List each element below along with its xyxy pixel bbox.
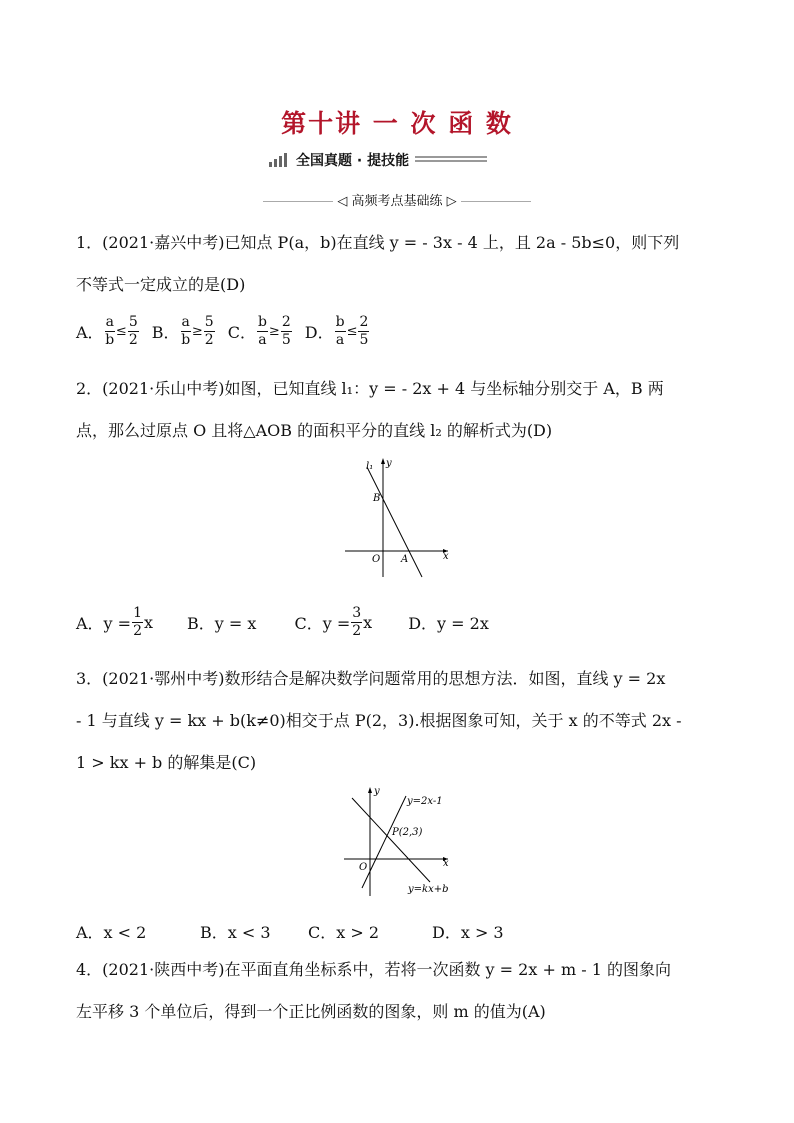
divider xyxy=(263,201,333,202)
question-2-options xyxy=(76,605,489,640)
label-y: y xyxy=(374,786,380,797)
y-arrow-icon xyxy=(381,458,385,464)
option-c: C．x > 2 xyxy=(308,923,380,942)
label-P: P(2,3) xyxy=(392,827,423,838)
question-2-line2: 点，那么过原点 O 且将△AOB 的面积平分的直线 l₂ 的解析式为(D) xyxy=(76,421,553,440)
subtitle-banner xyxy=(268,150,487,170)
label-line2: y=kx+b xyxy=(408,884,449,895)
question-2-figure xyxy=(340,455,460,580)
question-3 xyxy=(76,658,721,784)
question-1 xyxy=(76,222,721,306)
label-l1: l₁ xyxy=(366,461,374,472)
line-2x-1 xyxy=(362,796,406,888)
option-b: B．y = x xyxy=(187,614,257,633)
question-2-line1: 2．(2021·乐山中考)如图，已知直线 l₁：y = - 2x + 4 与坐标轴分别交于 A，B 两 xyxy=(76,379,664,398)
fraction: $\frac{2}{5}$ xyxy=(281,314,291,348)
label-O: O xyxy=(359,862,368,873)
fraction: $\frac{3}{2}$ xyxy=(352,605,362,639)
label-x: x xyxy=(443,858,449,869)
left-arrow-icon: ◁ xyxy=(337,194,348,209)
option-a: A． $\frac{a}{b}$ ≤ $\frac{5}{2}$ xyxy=(76,314,138,348)
label-B: B xyxy=(373,493,381,504)
fraction: $\frac{5}{2}$ xyxy=(128,314,138,348)
label-x: x xyxy=(443,551,449,562)
bar-chart-icon xyxy=(268,153,290,167)
section-header xyxy=(0,190,794,209)
fraction: $\frac{5}{2}$ xyxy=(204,314,214,348)
question-3-line2: - 1 与直线 y = kx + b(k≠0)相交于点 P(2，3).根据图象可知，关于 x 的不等式 2x - xyxy=(76,711,682,730)
fraction: $\frac{2}{5}$ xyxy=(359,314,369,348)
question-3-options xyxy=(76,920,504,943)
subtitle: 全国真题 · 提技能 xyxy=(296,153,410,169)
divider xyxy=(461,201,531,202)
section-title: 高频考点基础练 xyxy=(351,194,443,209)
question-1-options xyxy=(76,314,370,349)
label-y: y xyxy=(386,458,392,469)
fraction: $\frac{a}{b}$ xyxy=(181,314,191,348)
question-3-line3: 1 > kx + b 的解集是(C) xyxy=(76,753,257,772)
option-b: B． $\frac{a}{b}$ ≥ $\frac{5}{2}$ xyxy=(151,314,214,348)
y-arrow-icon xyxy=(368,787,372,793)
option-c: C．y = $\frac{3}{2}$ x xyxy=(294,605,373,639)
label-O: O xyxy=(372,554,381,565)
question-3-figure xyxy=(340,784,460,900)
question-2 xyxy=(76,368,721,452)
fraction: $\frac{1}{2}$ xyxy=(133,605,143,639)
label-A: A xyxy=(401,554,409,565)
option-a: A．y = $\frac{1}{2}$ x xyxy=(76,605,154,639)
fraction: $\frac{b}{a}$ xyxy=(257,314,267,348)
option-a: A．x < 2 xyxy=(76,923,147,942)
question-4-line2: 左平移 3 个单位后，得到一个正比例函数的图象，则 m 的值为(A) xyxy=(76,1002,546,1021)
option-d: D． $\frac{b}{a}$ ≤ $\frac{2}{5}$ xyxy=(304,314,369,348)
fraction: $\frac{a}{b}$ xyxy=(105,314,115,348)
option-b: B．x < 3 xyxy=(200,923,271,942)
question-3-line1: 3．(2021·鄂州中考)数形结合是解决数学问题常用的思想方法．如图，直线 y = 2x xyxy=(76,669,666,688)
question-4-line1: 4．(2021·陕西中考)在平面直角坐标系中，若将一次函数 y = 2x + m - 1 的图象向 xyxy=(76,960,671,979)
question-4 xyxy=(76,949,721,1033)
right-arrow-icon: ▷ xyxy=(446,194,457,209)
fraction: $\frac{b}{a}$ xyxy=(335,314,345,348)
question-1-line1: 1．(2021·嘉兴中考)已知点 P(a，b)在直线 y = - 3x - 4 上，且 2a - 5b≤0，则下列 xyxy=(76,233,680,252)
page-title: 第十讲 一 次 函 数 xyxy=(281,109,513,138)
option-c: C． $\frac{b}{a}$ ≥ $\frac{2}{5}$ xyxy=(227,314,291,348)
decor-lines xyxy=(415,155,487,165)
option-d: D．y = 2x xyxy=(408,614,489,633)
label-line1: y=2x-1 xyxy=(407,796,443,807)
question-1-line2: 不等式一定成立的是(D) xyxy=(76,275,246,294)
option-d: D．x > 3 xyxy=(432,923,504,942)
